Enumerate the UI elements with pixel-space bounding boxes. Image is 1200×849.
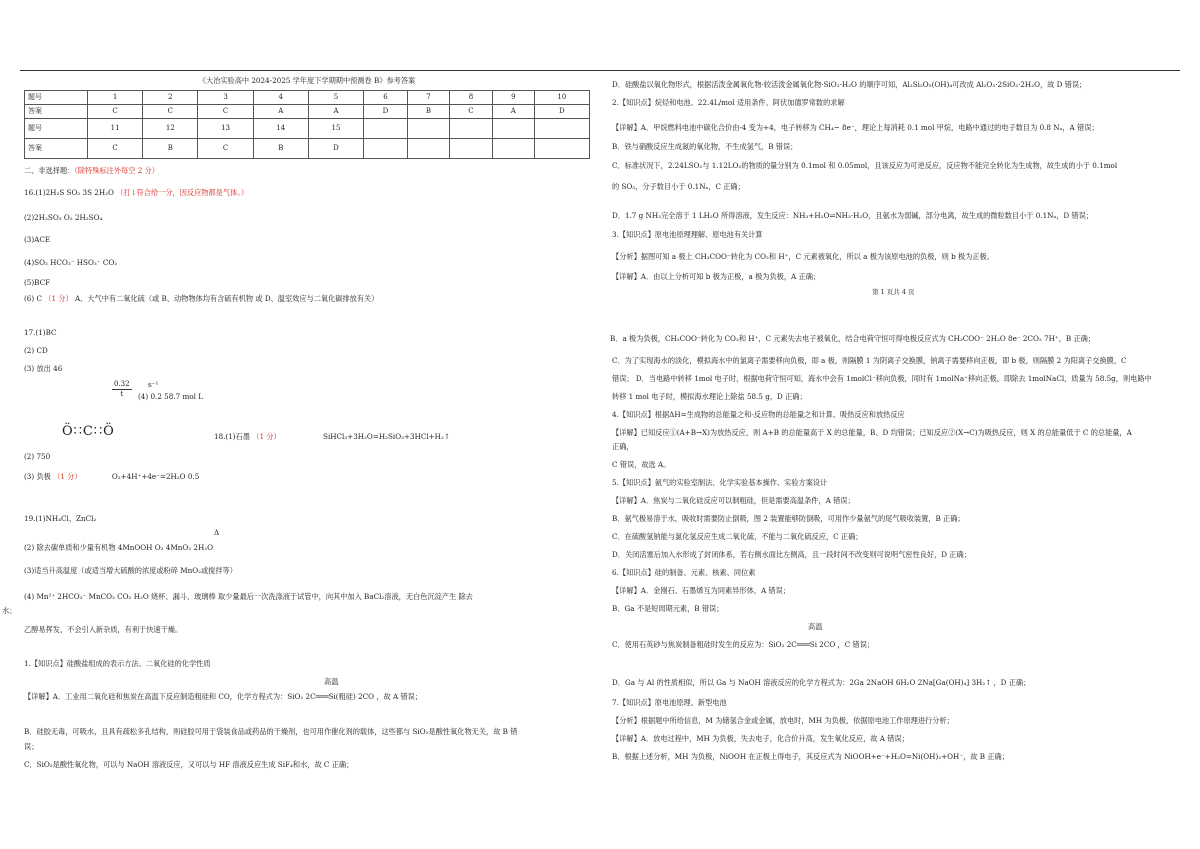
explanation-line: 【分析】根据题中所给信息，M 为储氢合金或金属，放电时，MH 为负极，依据原电池工作原理进行分析； [612, 716, 954, 725]
explanation-line: 6.【知识点】硅的制备、元素、核素、同位素 [612, 568, 756, 577]
table-cell: B [253, 139, 308, 159]
explanation-line: D．关闭活塞后加入水形成了封闭体系，若右侧水面比左侧高，且一段时间不改变则可说明气密性良好，D 正确； [612, 550, 971, 559]
explanation-line: 【详解】A．由以上分析可知 b 极为正极，a 极为负极，A 正确； [612, 272, 821, 281]
answer-line: (4) Mn²⁺ 2HCO₃⁻ MnCO₃ CO₂ H₂O 烧杯、漏斗、玻璃棒 取少量最后一次洗涤液于试管中，向其中加入 BaCl₂溶液，无白色沉淀产生 除去 [24, 592, 473, 601]
rate-fraction [112, 380, 132, 399]
explanation-line: 7.【知识点】原电池原理、新型电池 [612, 698, 727, 707]
scoring-note: （打↓符合给一分，因反应物都是气体。） [116, 188, 249, 197]
answer-line [24, 188, 590, 197]
table-cell [492, 139, 534, 159]
answer-text: A、大气中有二氧化硫（或 B、动物物体均有含硫有机物 或 D、温室效应与二氧化碳排放有关） [74, 294, 379, 303]
explanation-line: 5.【知识点】氨气的实验室制法、化学实验基本操作、实验方案设计 [612, 478, 828, 487]
table-cell: C [143, 105, 198, 119]
table-cell: A [308, 105, 363, 119]
scoring-note: （1 分） [252, 432, 281, 441]
table-cell: B [143, 139, 198, 159]
table-cell: C [450, 105, 493, 119]
answer-line: 乙醇易挥发，不会引入新杂质，有利于快速干燥。 [24, 625, 183, 634]
table-cell: B [407, 105, 449, 119]
answer-text: 18.(1)石墨 [214, 432, 250, 441]
explanation-line: 【分析】据图可知 a 极上 CH₃COO⁻转化为 CO₂和 H⁺，C 元素被氧化，所以 a 极为该原电池的负极，则 b 极为正极。 [612, 252, 994, 261]
explanation-line: 错误； D．当电路中转移 1mol 电子时，根据电荷守恒可知，海水中会有 1molCl⁻移向负极，同时有 1molNa⁺移向正极，即除去 1molNaCl，质量为 58.5g，则电路中 [612, 374, 1152, 383]
table-cell [450, 119, 493, 139]
answer-table-row [25, 91, 590, 105]
explanation-line: 【详解】A．焦炭与二氧化硅反应可以制粗硅，但是需要高温条件，A 错误； [612, 496, 855, 505]
explanation-line: B．硅胶无毒，可吸水，且具有疏松多孔结构，则硅胶可用于袋装食品或药品的干燥剂，也可用作催化剂的载体，这些都与 SiO₂是酸性氧化物无关，故 B 错 [24, 727, 518, 736]
table-cell: C [198, 139, 253, 159]
table-cell: 7 [407, 91, 449, 105]
table-cell: D [364, 105, 408, 119]
table-cell: A [492, 105, 534, 119]
unit-text: s⁻¹ [148, 380, 159, 389]
fraction-denominator: t [120, 389, 124, 398]
answer-line: (2) CD [24, 346, 48, 355]
table-cell [492, 119, 534, 139]
answer-line: (2) 除去碳单质和少量有机物 4MnOOH O₂ 4MnO₂ 2H₂O [24, 543, 214, 552]
fraction-numerator: 0.32 [114, 380, 130, 388]
answer-line: (4) 0.2 58.7 mol L [138, 392, 203, 401]
explanation-line: 误； [24, 742, 39, 751]
table-cell [364, 139, 408, 159]
table-cell: C [88, 139, 143, 159]
sheet-title: 《大冶实验高中 2024-2025 学年度下学期期中预测卷 B》参考答案 [198, 76, 416, 85]
explanation-line: B．铁与硝酸反应生成氮的氧化物，不生成氢气，B 错误； [612, 142, 798, 151]
answer-table-row [25, 139, 590, 159]
explanation-line: 2.【知识点】烷烃和电池、22.4L/mol 适用条件、阿伏加德罗常数的求解 [612, 98, 845, 107]
table-cell [364, 119, 408, 139]
table-cell: 6 [364, 91, 408, 105]
answer-text: 16.(1)2H₂S SO₂ 3S 2H₂O [24, 188, 114, 197]
answer-line: (3)ACE [24, 235, 51, 244]
explanation-line: 1.【知识点】硅酸盐组成的表示方法、二氧化硅的化学性质 [24, 659, 211, 668]
table-cell: 15 [308, 119, 363, 139]
explanation-line: B．Ga 不是短周期元素，B 错误； [612, 604, 724, 613]
answer-line: (5)BCF [24, 278, 51, 287]
table-cell: 8 [450, 91, 493, 105]
answer-line: (4)SO₂ HCO₃⁻ HSO₃⁻ CO₂ [24, 258, 118, 267]
table-cell: C [198, 105, 253, 119]
table-cell: A [253, 105, 308, 119]
explanation-line: 【详解】A．甲烷燃料电池中碳化合价由-4 变为+4，电子转移为 CH₄~ 8e⁻，理论上每消耗 0.1 mol 甲烷，电路中通过的电子数目为 0.8 Nₐ，A 错误； [612, 123, 1099, 132]
explanation-line: D．1.7 g NH₃完全溶于 1 LH₂O 所得溶液，发生反应：NH₃+H₂O⇌NH₃·H₂O，且氨水为弱碱，部分电离，故生成的微粒数目小于 0.1Nₐ，D 错误； [612, 211, 1094, 220]
table-cell: D [534, 105, 589, 119]
scoring-note: （1 分） [44, 294, 73, 303]
answer-line: 水； [2, 606, 17, 615]
section-note: （除特殊标注外每空 2 分） [74, 166, 159, 175]
explanation-line: 正确， [612, 442, 634, 451]
table-cell: 题号 [25, 91, 88, 105]
explanation-line: 3.【知识点】原电池原理理解、原电池有关计算 [612, 230, 763, 239]
table-cell: D [308, 139, 363, 159]
explanation-line: D．Ga 与 Al 的性质相似，所以 Ga 与 NaOH 溶液反应的化学方程式为：2Ga 2NaOH 6H₂O 2Na[Ga(OH)₄] 3H₂↑ ，D 正确； [612, 678, 1031, 687]
table-cell: 9 [492, 91, 534, 105]
explanation-line: C．SiO₂是酸性氧化物，可以与 NaOH 溶液反应，又可以与 HF 溶液反应生成 SiF₄和水，故 C 正确； [24, 760, 354, 769]
answer-line [24, 294, 590, 303]
section-heading [24, 166, 590, 175]
table-cell [534, 119, 589, 139]
explanation-line: C．在硫酸氢钠能与氯化氢反应生成二氧化硫，不能与二氧化硫反应，C 正确； [612, 532, 863, 541]
table-cell: 10 [534, 91, 589, 105]
table-cell: 4 [253, 91, 308, 105]
explanation-line: 【详解】A．金刚石、石墨烯互为同素异形体，A 错误； [612, 586, 790, 595]
table-cell: 答案 [25, 105, 88, 119]
table-cell: 3 [198, 91, 253, 105]
answer-text: SiHCl₃+3H₂O=H₂SiO₃+3HCl+H₂↑ [323, 432, 450, 441]
explanation-line: 的 SO₃，分子数目小于 0.1Nₐ，C 正确； [612, 182, 745, 191]
table-cell [534, 139, 589, 159]
table-cell: C [88, 105, 143, 119]
table-cell: 1 [88, 91, 143, 105]
answer-line: (2)2H₂SO₃ O₂ 2H₂SO₄ [24, 213, 103, 222]
explanation-line: 【详解】A．放电过程中，MH 为负极，失去电子，化合价升高，发生氧化反应，故 A 错误； [612, 734, 909, 743]
heating-symbol: Δ [214, 528, 220, 537]
section-label: 二、非选择题： [24, 166, 75, 175]
table-cell: 12 [143, 119, 198, 139]
answer-text: (3) 负极 [24, 472, 51, 481]
explanation-line: C．使用石英砂与焦炭制备粗硅时发生的反应为：SiO₂ 2C═══Si 2CO ，C 错误； [612, 640, 875, 649]
explanation-line: D．硅酸盐以氧化物形式，根据活泼金属氧化物·较活泼金属氧化物·SiO₂·H₂O 的顺序可知，Al₂Si₂O₅(OH)₄可改成 Al₂O₃·2SiO₂·2H₂O，故 D 错误； [612, 80, 1087, 89]
answer-text: (6) C [24, 294, 42, 303]
page-footer: 第 1 页共 4 页 [872, 288, 915, 296]
table-cell: 2 [143, 91, 198, 105]
table-cell: 13 [198, 119, 253, 139]
explanation-line: B．a 极为负极，CH₃COO⁻转化为 CO₂和 H⁺，C 元素失去电子被氧化，结合电荷守恒可得电极反应式为 CH₃COO⁻ 2H₂O 8e⁻ 2CO₂ 7H⁺，B 正确； [610, 334, 1096, 343]
table-cell [407, 119, 449, 139]
explanation-line: C 错误，故选 A。 [612, 460, 671, 469]
explanation-line: C．标准状况下，2.24LSO₂与 1.12LO₂的物质的量分别为 0.1mol 和 0.05mol，且该反应为可逆反应，反应物不能完全转化为生成物，故生成的小于 0.1mol [612, 161, 1118, 170]
explanation-line: 转移 1 mol 电子时，模拟海水理论上除盐 58.5 g，D 正确； [612, 392, 807, 401]
explanation-line: B．氨气极易溶于水，吸收时需要防止倒吸，图 2 装置能够防倒吸，可用作少量氨气的尾气吸收装置，B 正确； [612, 514, 965, 523]
table-cell: 题号 [25, 119, 88, 139]
co2-lewis-structure: Ö∷C∷Ö [62, 424, 115, 439]
table-cell: 11 [88, 119, 143, 139]
reaction-condition: 高温 [324, 677, 339, 686]
answer-line: (3)适当升高温度（或适当增大硫酸的浓度或粉碎 MnO₂或搅拌等） [24, 566, 237, 575]
answer-line [214, 432, 590, 441]
scoring-note: （1 分） [53, 472, 82, 481]
answer-line: (3) 放出 46 [24, 364, 63, 373]
answer-table [24, 90, 590, 159]
answer-line [24, 472, 590, 481]
answer-line: 19.(1)NH₄Cl、ZnCl₂ [24, 514, 97, 523]
explanation-line: 4.【知识点】根据ΔH=生成物的总能量之和-反应物的总能量之和计算、吸热反应和放热反应 [612, 410, 905, 419]
answer-line: 17.(1)BC [24, 328, 57, 337]
answer-table-row [25, 119, 590, 139]
answer-text: O₂+4H⁺+4e⁻=2H₂O 0.5 [111, 472, 200, 481]
explanation-line: 【详解】A．工业用二氧化硅和焦炭在高温下反应制造粗硅和 CO，化学方程式为：SiO₂ 2C═══Si(粗硅) 2CO ，故 A 错误； [24, 692, 423, 701]
answer-line: (2) 750 [24, 452, 51, 461]
explanation-line: B．根据上述分析，MH 为负极，NiOOH 在正极上得电子，其反应式为 NiOOH+e⁻+H₂O=Ni(OH)₂+OH⁻，故 B 正确； [612, 752, 1009, 761]
table-cell [450, 139, 493, 159]
answer-table-row [25, 105, 590, 119]
table-cell: 5 [308, 91, 363, 105]
table-cell: 14 [253, 119, 308, 139]
explanation-line: C．为了实现海水的淡化，模拟海水中的氯离子需要移向负极，即 a 极，则隔膜 1 为阴离子交换膜，钠离子需要移向正极，即 b 极，则隔膜 2 为阳离子交换膜，C [612, 356, 1127, 365]
header-rule [20, 70, 1180, 71]
reaction-condition: 高温 [808, 622, 823, 631]
table-cell: 答案 [25, 139, 88, 159]
table-cell [407, 139, 449, 159]
explanation-line: 【详解】已知反应①(A+B→X)为放热反应，则 A+B 的总能量高于 X 的总能量，B、D 均错误；已知反应②(X→C)为吸热反应，则 X 的总能量低于 C 的总能量，A [612, 428, 1132, 437]
